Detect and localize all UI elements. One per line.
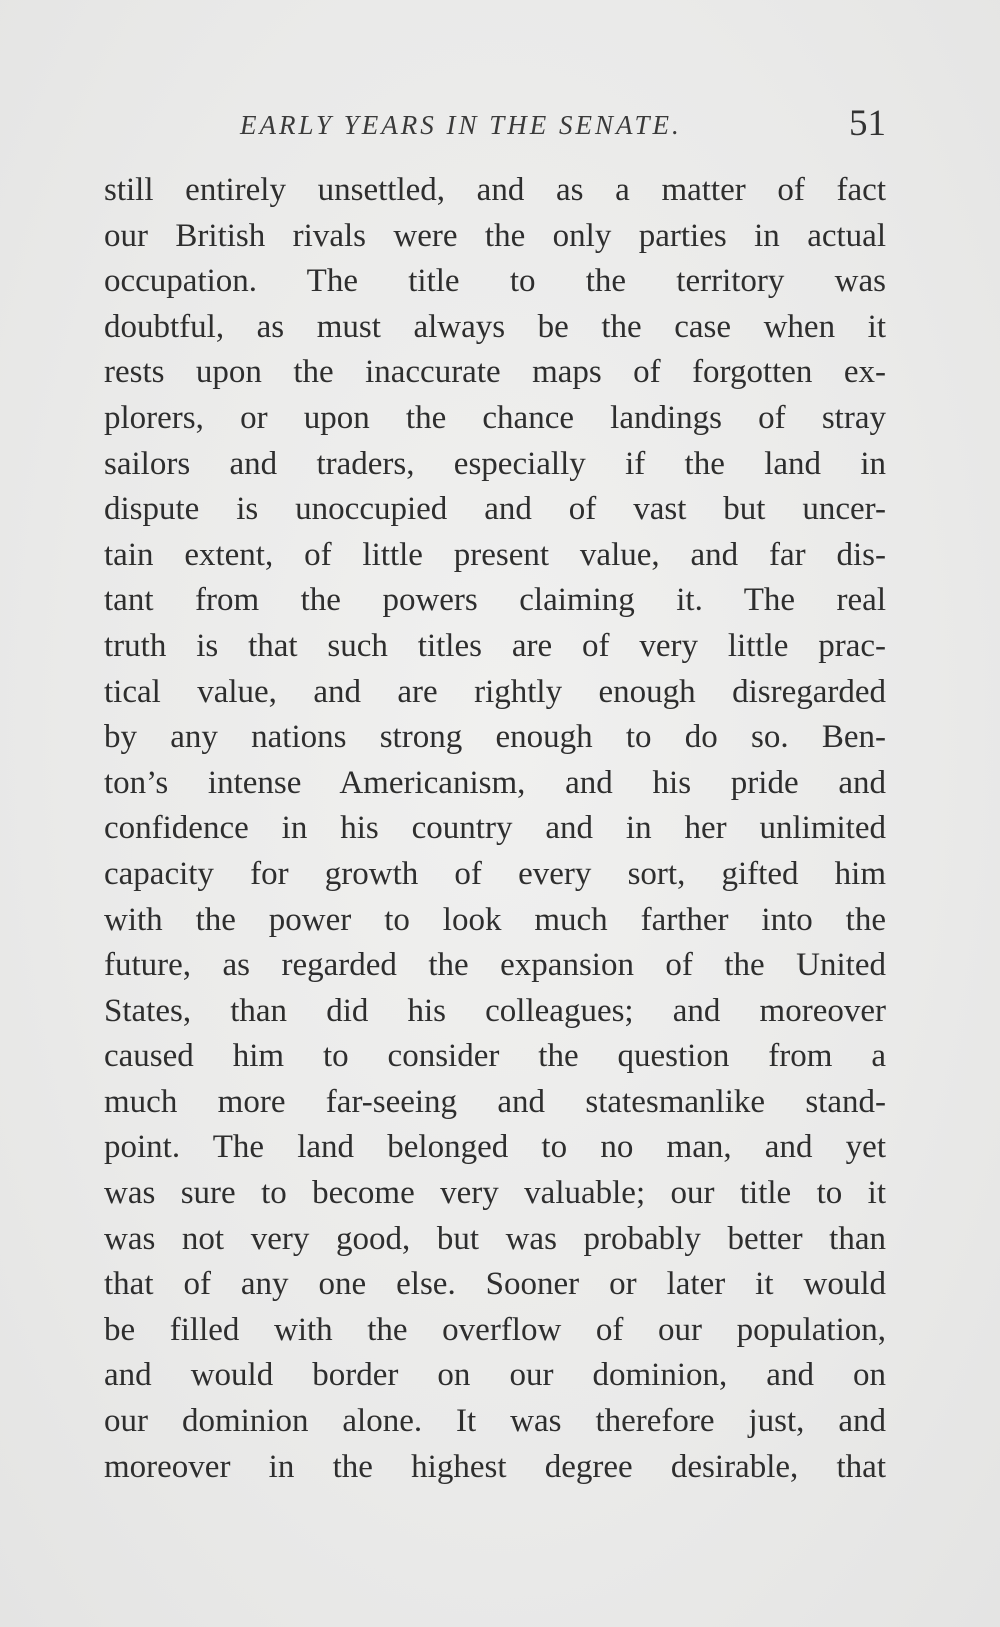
body-text [104, 168, 886, 1490]
text-line: much more far-seeing and statesmanlike stand- [104, 1083, 886, 1120]
text-line: caused him to consider the question from a [104, 1038, 886, 1075]
text-line: sailors and traders, especially if the land in [104, 445, 886, 482]
text-line: by any nations strong enough to do so. Ben- [104, 719, 886, 756]
text-line: point. The land belonged to no man, and yet [104, 1129, 886, 1166]
text-line: with the power to look much farther into the [104, 901, 886, 938]
text-line: tain extent, of little present value, and far dis- [104, 536, 886, 573]
text-line: doubtful, as must always be the case when it [104, 308, 886, 345]
running-title: EARLY YEARS IN THE SENATE. [240, 110, 682, 140]
running-head [104, 100, 886, 150]
text-line: was sure to become very valuable; our title to it [104, 1175, 886, 1212]
text-line: plorers, or upon the chance landings of stray [104, 399, 886, 436]
text-line: occupation. The title to the territory was [104, 263, 886, 300]
text-line: moreover in the highest degree desirable, that [104, 1448, 886, 1485]
text-line: States, than did his colleagues; and moreover [104, 992, 886, 1029]
text-line: and would border on our dominion, and on [104, 1357, 886, 1394]
text-line: future, as regarded the expansion of the United [104, 947, 886, 984]
text-line: our dominion alone. It was therefore just, and [104, 1403, 886, 1440]
text-line: still entirely unsettled, and as a matter of fact [104, 172, 886, 208]
text-line: dispute is unoccupied and of vast but uncer- [104, 491, 886, 528]
text-line: ton’s intense Americanism, and his pride and [104, 764, 886, 801]
text-line: tical value, and are rightly enough disregarded [104, 673, 886, 710]
text-line: capacity for growth of every sort, gifted him [104, 855, 886, 892]
text-line: truth is that such titles are of very little prac- [104, 627, 886, 664]
text-line: be filled with the overflow of our population, [104, 1311, 886, 1348]
page-number: 51 [849, 103, 886, 144]
text-line: tant from the powers claiming it. The real [104, 582, 886, 619]
text-line: our British rivals were the only parties in actual [104, 217, 886, 254]
text-line: confidence in his country and in her unlimited [104, 810, 886, 847]
text-line: rests upon the inaccurate maps of forgotten ex- [104, 354, 886, 391]
text-line: that of any one else. Sooner or later it would [104, 1266, 886, 1303]
text-line: was not very good, but was probably better than [104, 1220, 886, 1257]
